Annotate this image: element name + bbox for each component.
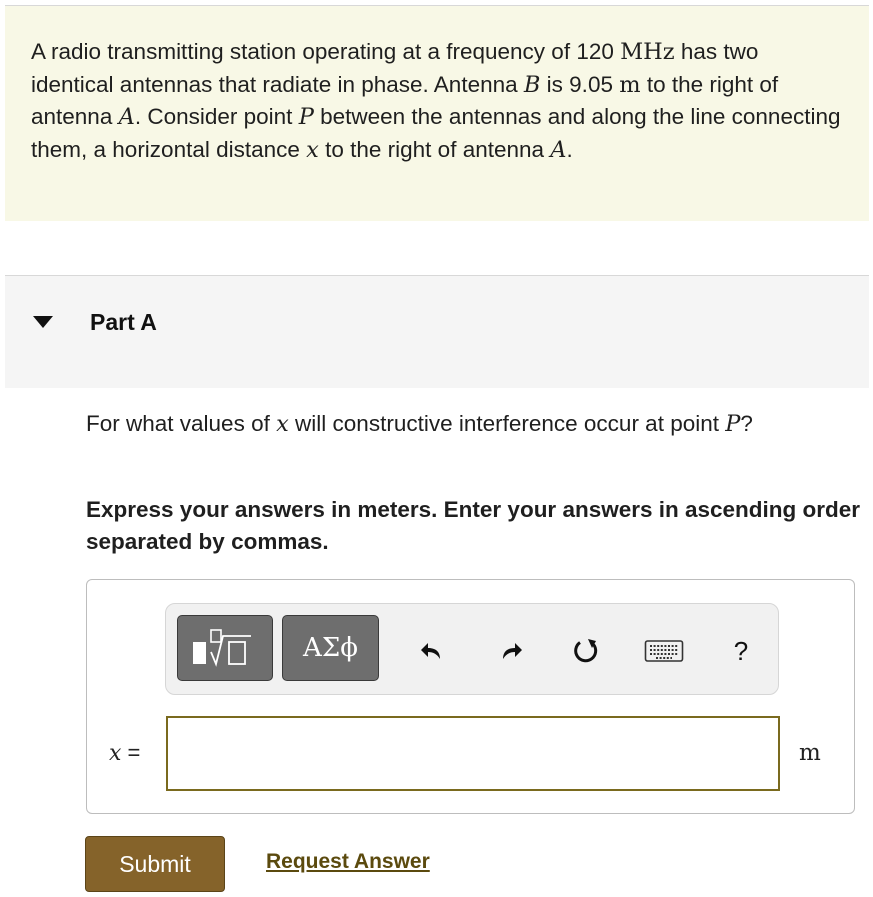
templates-button[interactable]: [177, 615, 273, 681]
part-a-header[interactable]: [5, 276, 869, 388]
fraction-root-template-icon: [185, 626, 265, 670]
answer-panel: [86, 579, 855, 814]
problem-statement: [5, 6, 869, 221]
unit-label: m: [799, 740, 821, 766]
symbols-button[interactable]: ΑΣϕ: [282, 615, 379, 681]
question-text: For what values of x will constructive interference occur at point P?: [86, 411, 753, 437]
submit-button[interactable]: Submit: [85, 836, 225, 892]
answer-input[interactable]: [166, 716, 780, 791]
keyboard-icon[interactable]: [643, 636, 685, 666]
request-answer-link[interactable]: Request Answer: [266, 850, 430, 873]
math-toolbar: [165, 603, 779, 695]
help-button[interactable]: ?: [733, 635, 749, 666]
answer-instructions: Express your answers in meters. Enter your answers in ascending order separated by commas.: [86, 497, 861, 554]
reset-icon[interactable]: [571, 636, 601, 666]
problem-text: A radio transmitting station operating at a frequency of 120 MHz has two identical antennas that radiate in phase. Antenna B is 9.05 m to the right of antenna A. Consider point P between the antennas and along the line connecting them, a horizontal distance x to the right of antenna A.: [31, 39, 841, 163]
answer-label: x =: [109, 740, 141, 766]
redo-icon[interactable]: [496, 636, 526, 666]
part-title: Part A: [90, 309, 157, 335]
undo-icon[interactable]: [417, 636, 447, 666]
collapse-caret-icon[interactable]: [33, 316, 53, 328]
